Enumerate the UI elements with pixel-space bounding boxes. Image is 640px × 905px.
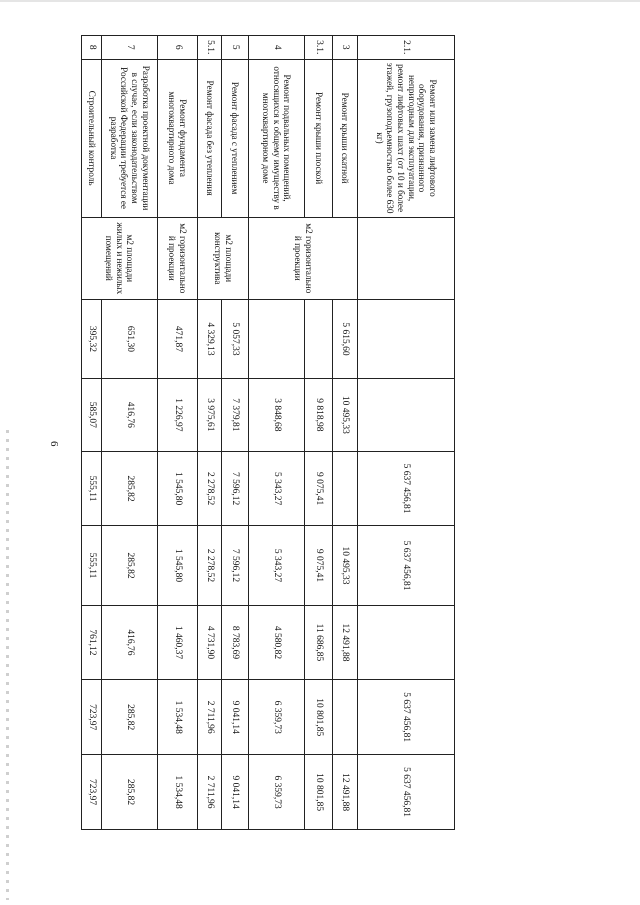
value-cell: 285,82	[102, 526, 158, 605]
value-cell: 761,12	[82, 605, 102, 680]
value-cell	[358, 299, 455, 378]
value-cell: 2 278,52	[198, 526, 222, 605]
table-row	[158, 36, 198, 830]
page-number: 6	[48, 441, 60, 447]
unit-cell: м2 площади конструктива	[198, 217, 249, 299]
row-number: 6	[158, 36, 198, 60]
value-cell: 10 495,33	[333, 526, 358, 605]
value-cell	[333, 680, 358, 755]
cost-table	[81, 35, 455, 830]
value-cell: 3 848,68	[249, 379, 305, 452]
table-row	[305, 36, 333, 830]
value-cell: 5 637 456,81	[358, 526, 455, 605]
value-cell	[305, 299, 333, 378]
value-cell: 9 818,98	[305, 379, 333, 452]
unit-cell: м2 горизонтально й проекции	[158, 217, 198, 299]
value-cell: 4 731,90	[198, 605, 222, 680]
unit-cell: м2 горизонтально й проекции	[249, 217, 358, 299]
value-cell: 10 495,33	[333, 379, 358, 452]
row-number: 8	[82, 36, 102, 60]
value-cell: 2 711,96	[198, 755, 222, 830]
value-cell: 9 075,41	[305, 451, 333, 526]
work-name: Ремонт фундамента многоквартирного дома	[158, 59, 198, 217]
value-cell: 8 783,69	[222, 605, 249, 680]
value-cell: 651,30	[102, 299, 158, 378]
value-cell: 7 596,12	[222, 526, 249, 605]
value-cell: 395,32	[82, 299, 102, 378]
value-cell: 5 637 456,81	[358, 755, 455, 830]
value-cell: 1 534,48	[158, 755, 198, 830]
row-number: 5	[222, 36, 249, 60]
value-cell: 5 637 456,81	[358, 680, 455, 755]
value-cell: 5 637 456,81	[358, 451, 455, 526]
value-cell: 1 534,48	[158, 680, 198, 755]
value-cell: 555,11	[82, 526, 102, 605]
value-cell: 723,97	[82, 680, 102, 755]
scan-margin-noise	[6, 430, 9, 900]
value-cell: 471,87	[158, 299, 198, 378]
value-cell: 5 343,27	[249, 526, 305, 605]
value-cell: 9 041,14	[222, 680, 249, 755]
scan-edge	[0, 0, 640, 2]
value-cell: 416,76	[102, 379, 158, 452]
value-cell: 10 801,85	[305, 755, 333, 830]
value-cell: 585,07	[82, 379, 102, 452]
value-cell: 285,82	[102, 755, 158, 830]
work-name: Разработка проектной документации в случае, если законодательством Российской Федерации требуется ее разработка	[102, 59, 158, 217]
value-cell: 5 615,60	[333, 299, 358, 378]
work-name: Ремонт фасада без утепления	[198, 59, 222, 217]
row-number: 3.1.	[305, 36, 333, 60]
value-cell	[358, 379, 455, 452]
value-cell: 2 711,96	[198, 680, 222, 755]
value-cell: 6 359,73	[249, 680, 305, 755]
value-cell: 9 041,14	[222, 755, 249, 830]
value-cell: 2 278,52	[198, 451, 222, 526]
value-cell	[249, 299, 305, 378]
unit-cell	[358, 217, 455, 299]
table-row	[333, 36, 358, 830]
unit-cell: м2 площади жилых и нежилых помещений	[82, 217, 158, 299]
table-row	[198, 36, 222, 830]
value-cell: 1 226,97	[158, 379, 198, 452]
value-cell: 1 545,80	[158, 451, 198, 526]
value-cell: 6 359,73	[249, 755, 305, 830]
work-name: Ремонт подвальных помещений, относящихся к общему имуществу в многоквартирном доме	[249, 59, 305, 217]
value-cell: 7 596,12	[222, 451, 249, 526]
table-row	[358, 36, 455, 830]
value-cell: 4 329,13	[198, 299, 222, 378]
row-number: 3	[333, 36, 358, 60]
value-cell: 5 057,33	[222, 299, 249, 378]
value-cell	[358, 605, 455, 680]
value-cell: 4 580,82	[249, 605, 305, 680]
value-cell: 1 460,37	[158, 605, 198, 680]
value-cell: 416,76	[102, 605, 158, 680]
rotated-table-container	[86, 35, 455, 830]
table-row	[249, 36, 305, 830]
work-name: Ремонт крыши плоской	[305, 59, 333, 217]
value-cell: 11 686,85	[305, 605, 333, 680]
work-name: Строительный контроль	[82, 59, 102, 217]
value-cell: 3 975,61	[198, 379, 222, 452]
value-cell	[333, 451, 358, 526]
row-number: 7	[102, 36, 158, 60]
value-cell: 1 545,80	[158, 526, 198, 605]
work-name: Ремонт фасада с утеплением	[222, 59, 249, 217]
table-row	[222, 36, 249, 830]
value-cell: 12 491,88	[333, 755, 358, 830]
value-cell: 723,97	[82, 755, 102, 830]
table-row	[82, 36, 102, 830]
value-cell: 12 491,88	[333, 605, 358, 680]
work-name: Ремонт крыши скатной	[333, 59, 358, 217]
value-cell: 10 801,85	[305, 680, 333, 755]
value-cell: 555,11	[82, 451, 102, 526]
value-cell: 5 343,27	[249, 451, 305, 526]
value-cell: 285,82	[102, 680, 158, 755]
row-number: 5.1.	[198, 36, 222, 60]
row-number: 4	[249, 36, 305, 60]
work-name: Ремонт или замена лифтового оборудования, признанного непригодным для эксплуатации, ремонт лифтовых шахт (от 10 и более этажей, грузоподъемностью более 630 кг)	[358, 59, 455, 217]
value-cell: 7 379,81	[222, 379, 249, 452]
value-cell: 9 075,41	[305, 526, 333, 605]
table-row	[102, 36, 158, 830]
row-number: 2.1.	[358, 36, 455, 60]
value-cell: 285,82	[102, 451, 158, 526]
